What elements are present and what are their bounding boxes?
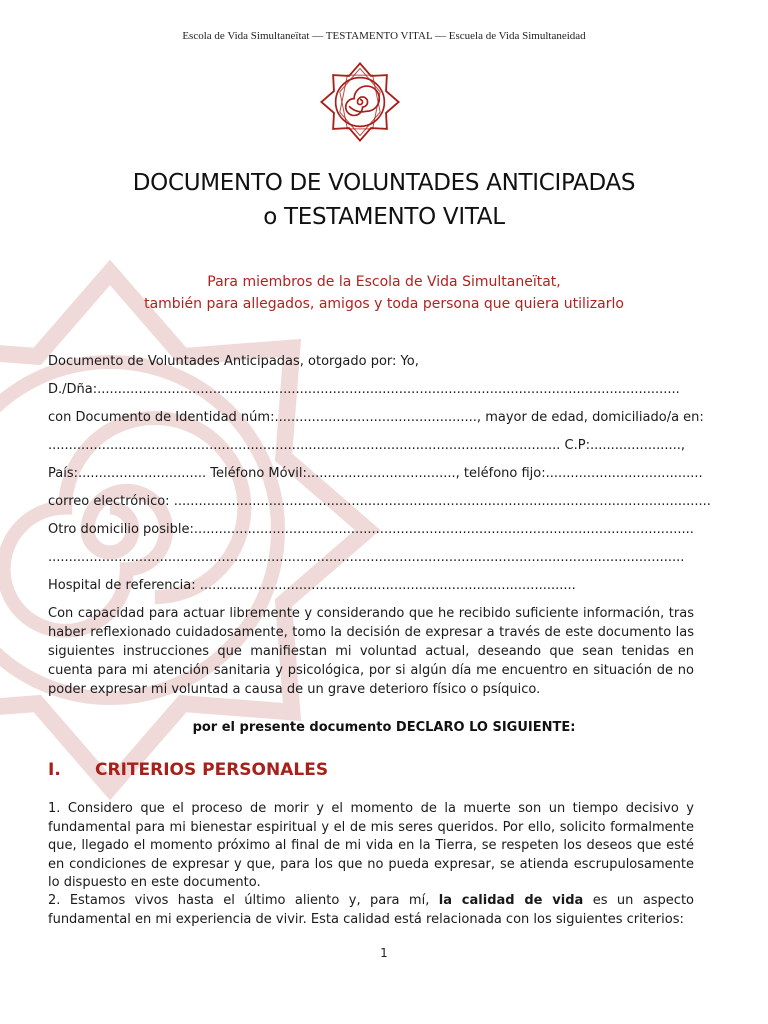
criterion-item-1: 1. Considero que el proceso de morir y el momento de la muerte son un tiempo decisivo y fundamental para mi bienestar espiritual y el de mis seres queridos. Por ello, solicito formalmente que, llegado el momento próximo al final de mi vida en la Tierra, se respeten los deseos que esté en condiciones de expresar y que, para los que no pueda expresar, se atienda escrupulosamente lo dispuesto en este documento. [48, 801, 694, 890]
document-title-line-1: DOCUMENTO DE VOLUNTADES ANTICIPADAS [132, 170, 636, 196]
intro-paragraph: Con capacidad para actuar libremente y considerando que he recibido suficiente información, tras haber reflexionado cuidadosamente, tomo la decisión de expresar a través de este documento las siguientes instrucciones que manifiestan mi voluntad actual, deseando que sean tenidas en cuenta para mi atención sanitaria y psicológica, por si algún día me encuentro en situación de no poder expresar mi voluntad a causa de un grave deterioro físico o psíquico. [48, 606, 694, 697]
criterion-item-2-text-end: es un aspecto fundamental en mi experiencia de vivir. Esta calidad está relacionada con los siguientes criterios: [48, 893, 694, 927]
form-email-field: correo electrónico: .................................................................................................................................. [48, 494, 711, 509]
section-title: CRITERIOS PERSONALES [95, 760, 329, 780]
document-title-line-2: o TESTAMENTO VITAL [263, 204, 505, 230]
declaration-heading: por el presente documento DECLARO LO SIGUIENTE: [192, 720, 576, 735]
subtitle-line-2: también para allegados, amigos y toda persona que quiera utilizarlo [144, 296, 624, 312]
form-country-phone-field: País:............................... Teléfono Móvil:...................................., teléfono fijo:...................................... [48, 466, 703, 481]
form-id-field: con Documento de Identidad núm:................................................., mayor de edad, domiciliado/a en: [48, 410, 704, 425]
section-number: I. [48, 760, 61, 780]
subtitle-line-1: Para miembros de la Escola de Vida Simultaneïtat, [207, 274, 561, 290]
quality-of-life-emphasis: la calidad de vida [438, 893, 584, 908]
form-other-address-field: Otro domicilio posible:......................................................................................................................... [48, 522, 694, 537]
criterion-item-2-text: 2. Estamos vivos hasta el último aliento y, para mí, [48, 893, 439, 908]
form-name-field: D./Dña:............................................................................................................................................. [48, 382, 680, 397]
criterion-item-2 [48, 892, 694, 929]
form-other-address-continuation: .......................................................................................................................................................... [48, 550, 685, 565]
form-hospital-field: Hospital de referencia: ........................................................................................... [48, 578, 576, 593]
form-address-field: ............................................................................................................................ C.P:......................, [48, 438, 686, 453]
spiral-star-logo-icon [318, 60, 402, 144]
running-header: Escola de Vida Simultaneïtat — TESTAMENTO VITAL — Escuela de Vida Simultaneidad [182, 30, 586, 42]
form-intro: Documento de Voluntades Anticipadas, otorgado por: Yo, [48, 354, 419, 369]
page-number: 1 [380, 946, 388, 960]
